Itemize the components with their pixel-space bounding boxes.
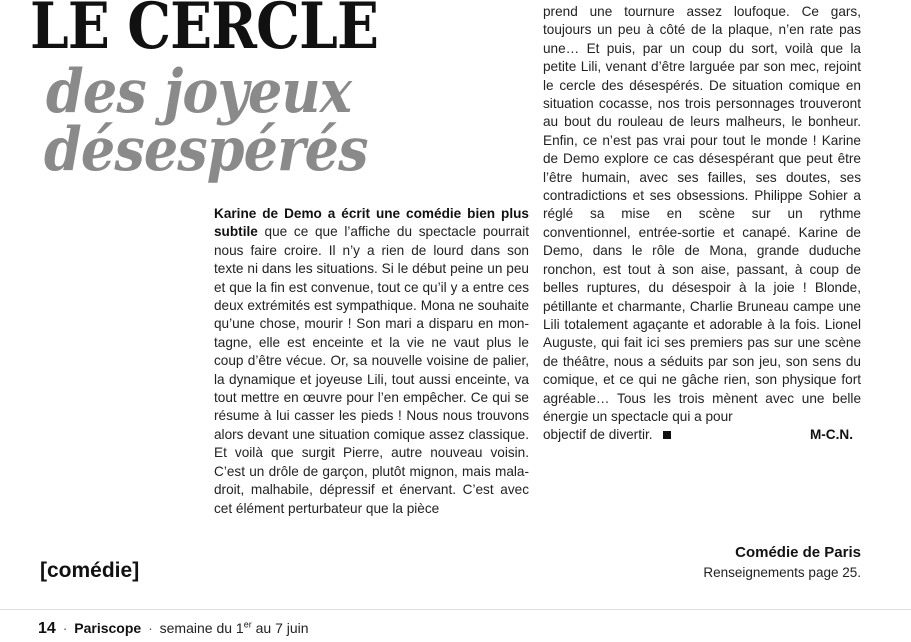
article-paragraph-left [214, 205, 529, 518]
venue-block [703, 543, 861, 583]
issue-week-suffix: au 7 juin [251, 620, 309, 636]
issue-week-prefix: semaine du 1 [159, 620, 244, 636]
article-lead: Karine de Demo a écrit une comédie bien plus subtile [214, 206, 529, 240]
issue-week [160, 620, 309, 636]
article-left-text: que ce que l’affiche du spectacle pourrait nous faire croire. Il n’y a rien de lourd dans son texte ni dans les situations. Si le début peine un peu et que la fin est convenue, tout ce qu’il y a entre ces deux extrémités est sympathique. Mona ne souhaite qu’une chose, mourir ! Son mari a disparu en montagne, elle est enceinte et la vie ne vaut plus le coup d’être vécue. Or, sa nouvelle voisine de palier, la dynamique et joyeuse Lili, tout aussi enceinte, va tout mettre en œuvre pour l’en empêcher. Ce qui se résume à lui casser les pieds ! Nous nous trouvons alors devant une situation comique assez classique. Et voilà que surgit Pierre, autre nouveau voisin. C’est un drôle de garçon, plutôt mignon, mais maladroit, malhabile, dépressif et énervant. C’est avec cet élément perturbateur que la pièce [214, 224, 529, 516]
page-footer [38, 619, 309, 638]
headline-title: LE CERCLE [30, 0, 379, 64]
page-number: 14 [38, 620, 56, 637]
category-tag: [comédie] [40, 559, 140, 582]
article-closing-line [543, 426, 861, 444]
venue-name: Comédie de Paris [735, 544, 861, 561]
article-column-left [214, 205, 529, 518]
article-closing-wrap [543, 426, 671, 444]
headline-subtitle-line1: des joyeux [46, 57, 352, 127]
venue-info: Renseignements page 25. [703, 565, 861, 580]
footer-separator-2: · [148, 620, 153, 636]
article-column-right [543, 3, 861, 445]
footer-separator: · [62, 620, 68, 636]
article-right-text: prend une tournure assez loufoque. Ce gars, toujours un peu à côté de la plaque, n’en rate pas une… Et puis, par un coup du sort, voilà que la petite Lili, venant d’être larguée par son mec, rejoint le cercle des désespérés. De situation comique en situation cocasse, nos trois personnages trouveront au bout du rouleau de leurs malheurs, le bonheur. Enfin, ce n’est pas vrai pour tout le monde ! Karine de Demo explore ce cas désespérant que peut être l’être humain, avec ses failles, ses doutes, ses contradictions et ses obsessions. Philippe Sohier a réglé sa mise en scène sur un rythme conventionnel, entrée-sortie et canapé. Karine de Demo, dans le rôle de Mona, grande duduche ronchon, est tout à son aise, passant, à coup de belles ruptures, du désespoir à la joie ! Blonde, pétillante et charmante, Charlie Bruneau campe une Lili totalement agaçante et adorable à la fois. Lionel Auguste, qui fait ici ses premiers pas sur une scène de théâtre, nous a séduits par son jeu, son sens du comique, et ce qui ne gâche rien, son physique fort agréable… Tous les trois mènent avec une belle énergie un spectacle qui a pour [543, 4, 861, 424]
author-signature: M-C.N. [809, 427, 853, 443]
issue-week-sup: er [243, 619, 252, 630]
headline-subtitle-line2: désespérés [44, 115, 368, 185]
footer-divider [0, 609, 911, 610]
article-closing-text: objectif de divertir. [543, 427, 653, 443]
magazine-name: Pariscope [74, 620, 142, 636]
end-of-article-mark-icon [663, 431, 671, 439]
